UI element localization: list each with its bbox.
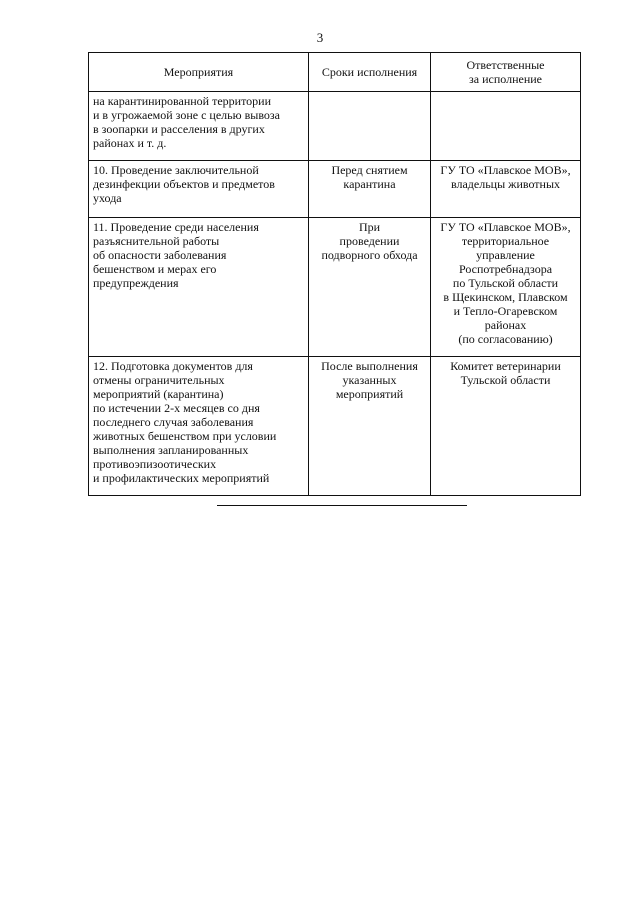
measure-cell: на карантинированной территории и в угрожаемой зоне с целью вывоза в зоопарки и расселения в других районах и т. д. bbox=[89, 92, 309, 161]
closing-rule bbox=[217, 505, 467, 506]
deadline-cell: При проведении подворного обхода bbox=[309, 218, 431, 357]
measures-table bbox=[88, 52, 581, 496]
responsible-cell: Комитет ветеринарии Тульской области bbox=[431, 357, 581, 496]
deadline-cell: Перед снятием карантина bbox=[309, 161, 431, 218]
header-deadlines: Сроки исполнения bbox=[309, 53, 431, 92]
responsible-cell: ГУ ТО «Плавское МОВ», владельцы животных bbox=[431, 161, 581, 218]
page-number: 3 bbox=[316, 30, 324, 45]
table-row bbox=[89, 92, 581, 161]
deadline-cell bbox=[309, 92, 431, 161]
measure-cell: 10. Проведение заключительной дезинфекции объектов и предметов ухода bbox=[89, 161, 309, 218]
measure-cell: 11. Проведение среди населения разъяснительной работы об опасности заболевания бешенством и мерах его предупреждения bbox=[89, 218, 309, 357]
table-row bbox=[89, 218, 581, 357]
header-measures: Мероприятия bbox=[89, 53, 309, 92]
responsible-cell bbox=[431, 92, 581, 161]
header-responsible: Ответственные за исполнение bbox=[431, 53, 581, 92]
measure-cell: 12. Подготовка документов для отмены ограничительных мероприятий (карантина) по истечении 2-х месяцев со дня последнего случая заболевания животных бешенством при условии выполнения запланированных противоэпизоотических и профилактических мероприятий bbox=[89, 357, 309, 496]
table-row bbox=[89, 161, 581, 218]
responsible-cell: ГУ ТО «Плавское МОВ», территориальное управление Роспотребнадзора по Тульской области в Щекинском, Плавском и Тепло-Огаревском районах (по согласованию) bbox=[431, 218, 581, 357]
table-row bbox=[89, 357, 581, 496]
table-header-row bbox=[89, 53, 581, 92]
deadline-cell: После выполнения указанных мероприятий bbox=[309, 357, 431, 496]
